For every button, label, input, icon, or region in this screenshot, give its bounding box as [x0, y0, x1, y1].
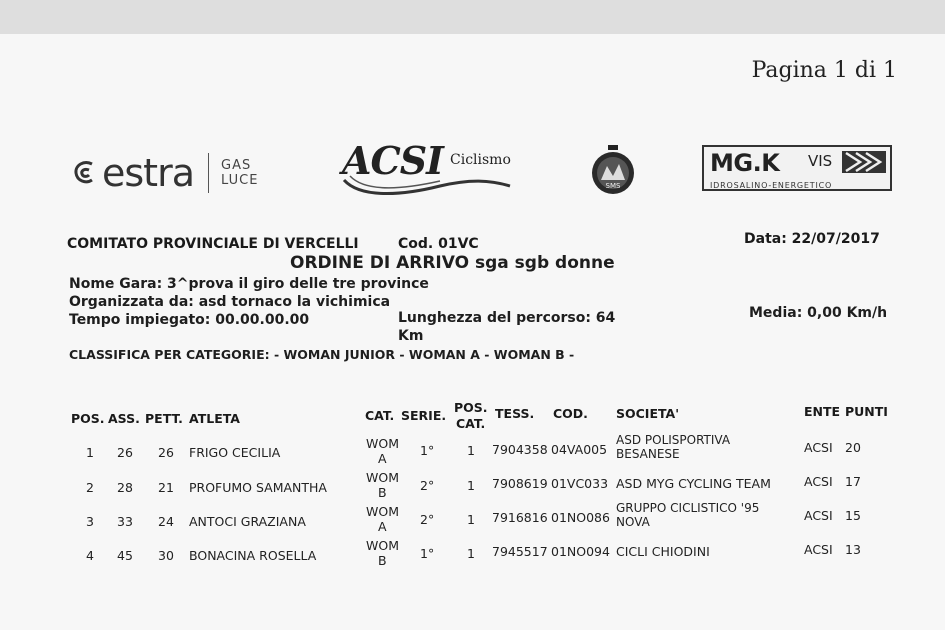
cell-ente: ACSI — [804, 440, 833, 455]
committee-name: COMITATO PROVINCIALE DI VERCELLI — [67, 236, 359, 252]
cell-serie: 2° — [420, 512, 435, 527]
cell-cat-line2: A — [378, 451, 387, 466]
cell-cod: 01NO094 — [551, 544, 610, 559]
estra-sub-gas: GAS — [221, 158, 252, 173]
estra-wordmark: estra — [102, 151, 194, 195]
col-pos: POS. — [71, 411, 105, 426]
mgk-vis-logo — [702, 145, 892, 191]
organizer: Organizzata da: asd tornaco la vichimica — [69, 294, 391, 310]
estra-logo — [72, 148, 258, 198]
cell-pett: 21 — [158, 480, 174, 495]
cell-ente: ACSI — [804, 542, 833, 557]
cell-ass: 45 — [117, 548, 133, 563]
cell-cat-line2: B — [378, 553, 387, 568]
col-poscat-line1: POS. — [454, 400, 488, 415]
categories-line: CLASSIFICA PER CATEGORIE: - WOMAN JUNIOR - WOMAN A - WOMAN B - — [69, 347, 575, 362]
race-name: Nome Gara: 3^prova il giro delle tre province — [69, 276, 429, 292]
col-pett: PETT. — [145, 411, 183, 426]
col-ass: ASS. — [108, 411, 140, 426]
cell-poscat: 1 — [467, 546, 475, 561]
cell-ass: 26 — [117, 445, 133, 460]
cell-cod: 04VA005 — [551, 442, 608, 457]
cell-atleta: ANTOCI GRAZIANA — [189, 514, 306, 529]
mgk-subtitle: IDROSALINO-ENERGETICO — [710, 181, 833, 190]
sms-logo — [588, 144, 638, 196]
cell-serie: 1° — [420, 546, 435, 561]
course-length: Lunghezza del percorso: 64 — [398, 310, 616, 326]
cell-atleta: BONACINA ROSELLA — [189, 548, 317, 563]
cell-tess: 7904358 — [492, 442, 548, 457]
acsi-swoosh-icon — [340, 172, 520, 198]
document-page — [0, 34, 945, 630]
acsi-logo — [340, 138, 520, 200]
col-poscat-line2: CAT. — [456, 416, 486, 431]
cell-atleta: FRIGO CECILIA — [189, 445, 281, 460]
cell-ass: 33 — [117, 514, 133, 529]
cell-pett: 26 — [158, 445, 174, 460]
cell-cat-line1: WOM — [366, 538, 399, 553]
cell-cat-line1: WOM — [366, 504, 399, 519]
cell-societa: ASD MYG CYCLING TEAM — [616, 476, 771, 491]
cell-pos: 2 — [86, 480, 94, 495]
race-code: Cod. 01VC — [398, 236, 479, 252]
col-punti: PUNTI — [845, 404, 888, 419]
cell-cod: 01VC033 — [551, 476, 609, 491]
col-cod: COD. — [553, 406, 588, 421]
cell-poscat: 1 — [467, 478, 475, 493]
col-tess: TESS. — [495, 406, 535, 421]
col-atleta: ATLETA — [189, 411, 240, 426]
cell-ass: 28 — [117, 480, 133, 495]
sms-stopwatch-icon — [588, 144, 638, 196]
cell-tess: 7908619 — [492, 476, 548, 491]
acsi-wordmark: ACSI — [342, 138, 443, 183]
cell-ente: ACSI — [804, 508, 833, 523]
cell-cat-line1: WOM — [366, 470, 399, 485]
col-cat: CAT. — [365, 408, 395, 423]
logo-divider — [208, 153, 209, 193]
mgk-vis-label: VIS — [808, 152, 833, 170]
svg-text:SMS: SMS — [605, 182, 621, 190]
cell-cat-line2: B — [378, 485, 387, 500]
mgk-stripes-icon — [842, 151, 886, 173]
cell-societa: GRUPPO CICLISTICO '95 NOVA — [616, 501, 760, 529]
col-serie: SERIE. — [401, 408, 447, 423]
cell-pos: 4 — [86, 548, 94, 563]
average-speed: Media: 0,00 Km/h — [749, 305, 888, 321]
estra-sub-luce: LUCE — [221, 173, 259, 188]
cell-societa: ASD POLISPORTIVA BESANESE — [616, 433, 731, 461]
acsi-subtitle: Ciclismo — [450, 152, 511, 168]
cell-pos: 1 — [86, 445, 94, 460]
cell-tess: 7916816 — [492, 510, 548, 525]
cell-punti: 13 — [845, 542, 861, 557]
cell-cod: 01NO086 — [551, 510, 610, 525]
cell-punti: 15 — [845, 508, 861, 523]
cell-societa: CICLI CHIODINI — [616, 544, 710, 559]
cell-cat-line2: A — [378, 519, 387, 534]
time-taken: Tempo impiegato: 00.00.00.00 — [69, 312, 310, 328]
col-ente: ENTE — [804, 404, 841, 419]
cell-pett: 30 — [158, 548, 174, 563]
cell-pos: 3 — [86, 514, 94, 529]
page-number: Pagina 1 di 1 — [751, 58, 897, 83]
cell-punti: 17 — [845, 474, 861, 489]
race-date: Data: 22/07/2017 — [744, 231, 880, 247]
col-societa: SOCIETA' — [616, 406, 680, 421]
cell-serie: 2° — [420, 478, 435, 493]
cell-pett: 24 — [158, 514, 174, 529]
cell-atleta: PROFUMO SAMANTHA — [189, 480, 327, 495]
estra-subtitle — [221, 158, 258, 188]
estra-swirl-icon — [72, 158, 98, 188]
mgk-wordmark: MG.K — [710, 149, 780, 177]
cell-punti: 20 — [845, 440, 861, 455]
cell-tess: 7945517 — [492, 544, 548, 559]
cell-poscat: 1 — [467, 512, 475, 527]
course-length-unit: Km — [398, 328, 424, 344]
cell-ente: ACSI — [804, 474, 833, 489]
document-title: ORDINE DI ARRIVO sga sgb donne — [290, 253, 615, 273]
cell-serie: 1° — [420, 443, 435, 458]
cell-poscat: 1 — [467, 443, 475, 458]
cell-cat-line1: WOM — [366, 436, 399, 451]
